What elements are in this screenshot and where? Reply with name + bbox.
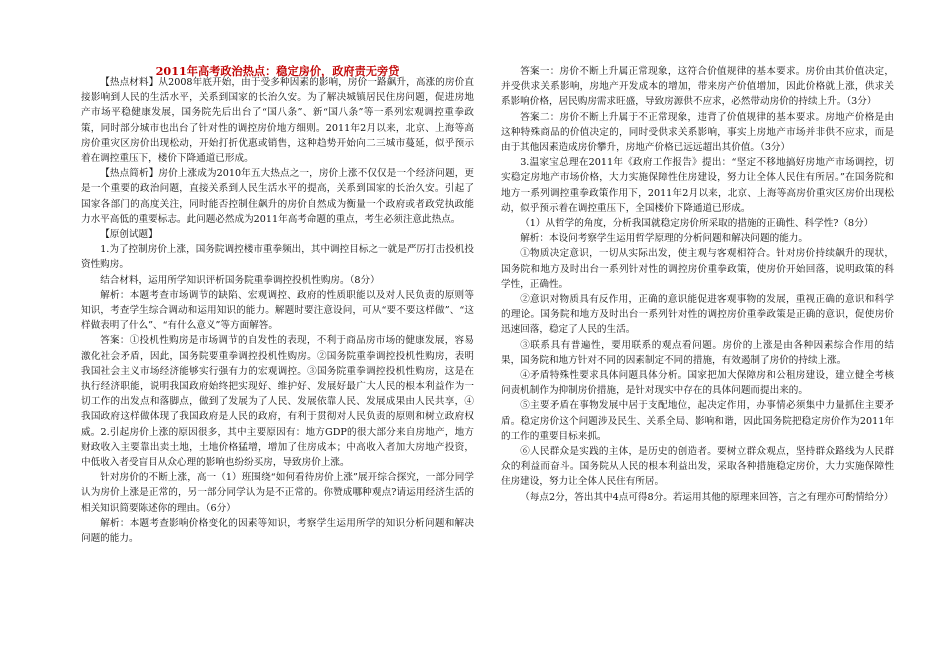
paragraph: 答案一：房价不断上升属正常现象，这符合价值规律的基本要求。房价由其价值决定，并受供求关系影响，房地产开发成本的增加，带来房产价值增加，因此价格就上涨，供求关系影响价格，居民购房需求旺盛，导致房源供不应求，必然带动房价的持续上升。（3分） bbox=[501, 66, 894, 108]
right-column bbox=[501, 64, 894, 505]
paragraph: ③联系具有普遍性，要用联系的观点看问题。房价的上涨是由各种因素综合作用的结果，国务院和地方针对不同的因素制定不同的措施，有效遏制了房价的持续上涨。 bbox=[501, 339, 894, 366]
paragraph: 【原创试题】 bbox=[100, 229, 158, 241]
paragraph: 3.温家宝总理在2011年《政府工作报告》提出：“坚定不移地搞好房地产市场调控，切实稳定房地产市场价格，大力实施保障性住房建设，努力让全体人民住有所居。”在国务院和地方一系列调控重拳政策作用下，2011年2月以来，北京、上海等高房价重灾区房价出现松动，似乎预示着在调控重压下，全国楼价下降通道已形成。 bbox=[501, 157, 894, 214]
paragraph: 【热点简析】房价上涨成为2010年五大热点之一，房价上涨不仅仅是一个经济问题，更是一个重要的政治问题，直接关系到人民生活水平的提高，关系到国家的长治久安。引起了国家各部门的高度关注，同时能否控制住飙升的房价自然成为衡量一个政府或者政党执政能力水平高低的重要标志。此问题必然成为2011年高考命题的重点，考生必须注意此热点。 bbox=[81, 168, 474, 225]
paragraph: 解析：本设问考察学生运用哲学原理的分析问题和解决问题的能力。 bbox=[520, 233, 808, 245]
paragraph: 解析：本题考查市场调节的缺陷、宏观调控、政府的性质职能以及对人民负责的原则等知识，考查学生综合调动和运用知识的能力。解题时要注意设问，可从“要不要这样做”、“这样做表明了什么”、“有什么意义”等方面解答。 bbox=[81, 289, 474, 332]
paragraph: 解析：本题考查影响价格变化的因素等知识，考察学生运用所学的知识分析问题和解决问题的能力。 bbox=[81, 517, 474, 545]
article-title: 2011年高考政治热点：稳定房价，政府责无旁贷 bbox=[155, 64, 400, 78]
paragraph: 针对房价的不断上涨，高一（1）班围绕“如何看待房价上涨”展开综合探究，一部分同学认为房价上涨是正常的，另一部分同学认为是不正常的。你赞成哪种观点?请运用经济生活的相关知识简要陈述你的理由。（6分） bbox=[81, 472, 474, 514]
paragraph: ⑤主要矛盾在事物发展中居于支配地位，起决定作用，办事情必须集中力量抓住主要矛盾。稳定房价这个问题涉及民生、关系全局、影响和谐，因此国务院把稳定房价作为2011年的工作的重要目标来抓。 bbox=[501, 400, 894, 442]
paragraph: 答案二：房价不断上升属于不正常现象，违背了价值规律的基本要求。房地产价格是由这种特殊商品的价值决定的，同时受供求关系影响，事实上房地产市场并非供不应求，而是由于其他因素造成房价攀升，房地产价格已远远超出其价值。（3分） bbox=[501, 111, 894, 154]
paragraph: ②意识对物质具有反作用，正确的意识能促进客观事物的发展，重视正确的意识和科学的理论。国务院和地方及时出台一系列针对性的调控房价重拳政策是正确的意识，促使房价迅速回落，稳定了人民的生活。 bbox=[501, 294, 894, 336]
paragraph: 【热点材料】从2008年底开始，由于受多种因素的影响，房价一路飙升，高涨的房价直接影响到人民的生活水平，关系到国家的长治久安。为了解决城镇居民住房问题，促进房地产市场平稳健康发展，国务院先后出台了“国八条”、新“国八条”等一系列宏观调控重拳政策，同时部分城市也出台了针对性的调控房价地方细则。2011年2月以来，北京、上海等高房价重灾区房价出现松动，开始打折优惠或销售，这种趋势开始向二三城市蔓延，似乎预示着在调控重压下，楼价下降通道已形成。 bbox=[81, 77, 474, 165]
left-column bbox=[81, 60, 474, 546]
paragraph: ①物质决定意识，一切从实际出发，使主观与客观相符合。针对房价持续飙升的现状，国务院和地方及时出台一系列针对性的调控房价重拳政策，使房价开始回落，说明政策的科学性，正确性。 bbox=[501, 248, 894, 290]
paragraph: 1.为了控制房价上涨，国务院调控楼市重拳频出，其中调控目标之一就是严厉打击投机投资性购房。 bbox=[81, 244, 474, 271]
paragraph: ④矛盾特殊性要求具体问题具体分析。国家把加大保障房和公租房建设，建立健全考核问责机制作为抑制房价措施，是针对现实中存在的具体问题而提出来的。 bbox=[501, 370, 894, 397]
paragraph: （每点2分，答出其中4点可得8分。若运用其他的原理来回答，言之有理亦可酌情给分） bbox=[520, 491, 894, 503]
paragraph: 答案：①投机性购房是市场调节的自发性的表现，不利于商品房市场的健康发展，容易激化社会矛盾，因此，国务院要重拳调控投机性购房。②国务院重拳调控投机性购房，表明我国社会主义市场经济能够实行强有力的宏观调控。③国务院重拳调控投机性购房，这是在执行经济职能，说明我国政府始终把实现好、维护好、发展好最广大人民的根本利益作为一切工作的出发点和落脚点，做到了发展为了人民、发展依靠人民、发展成果由人民共享，④我国政府这样做体现了我国政府是人民的政府，有利于贯彻对人民负责的原则和树立政府权威。2.引起房价上涨的原因很多，其中主要原因有：地方GDP的很大部分来自房地产，地方财政收入主要靠出卖土地，土地价格猛增，增加了住房成本；中高收入者加大房地产投资，中低收入者受盲目从众心理的影响也纷纷买房，导致房价上涨。 bbox=[81, 335, 474, 469]
paragraph: （1）从哲学的角度，分析我国就稳定房价所采取的措施的正确性、科学性?（8分） bbox=[520, 218, 874, 230]
paragraph: 结合材料，运用所学知识评析国务院重拳调控投机性购房。（8分） bbox=[100, 274, 380, 286]
paragraph: ⑥人民群众是实践的主体，是历史的创造者。要树立群众观点，坚持群众路线为人民群众的利益而奋斗。国务院从人民的根本利益出发，采取各种措施稳定房价，大力实施保障性住房建设，努力让全体人民住有所居。 bbox=[501, 446, 894, 488]
